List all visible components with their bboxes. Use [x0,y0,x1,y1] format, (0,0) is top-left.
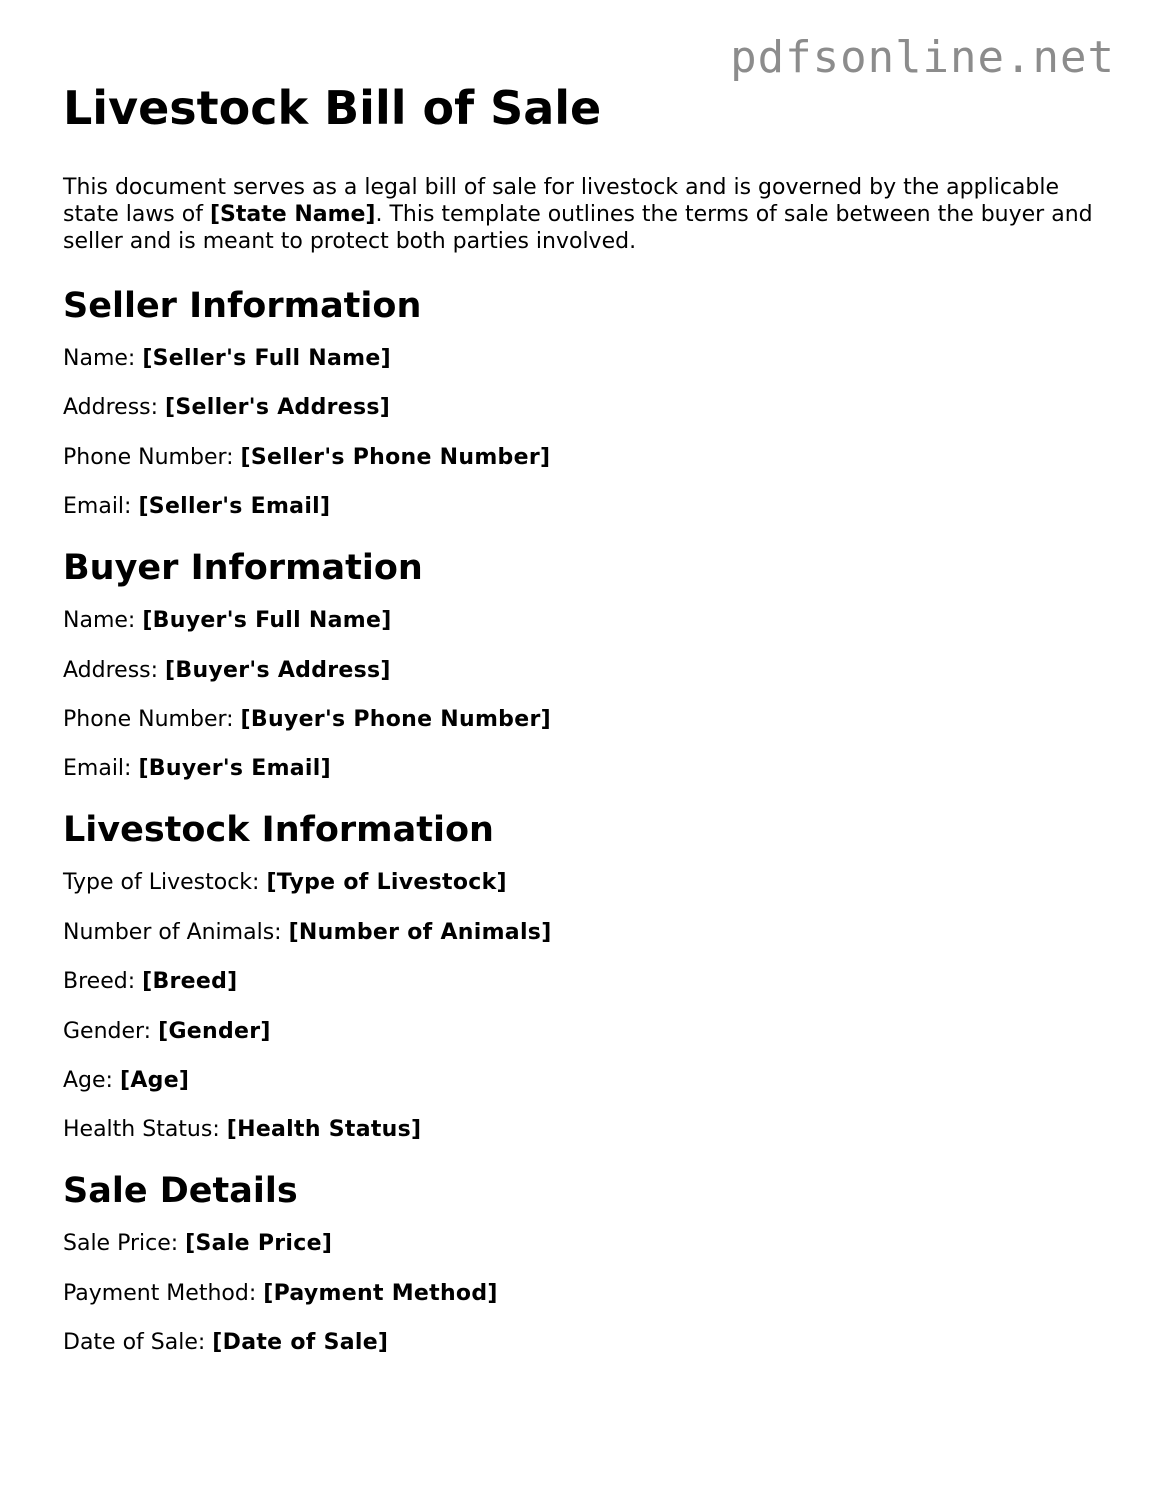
field-value: [Health Status] [226,1117,422,1143]
intro-text-part1: This document serves as a legal bill of sale for livestock and is governed by the applicable state laws of [63,175,1060,227]
field-label: Sale Price: [63,1231,186,1257]
seller-phone-field [63,444,1093,471]
field-label: Email: [63,756,139,782]
field-label: Name: [63,346,143,371]
state-name-placeholder: [State Name] [209,202,376,227]
field-value: [Breed] [142,969,238,995]
field-value: [Number of Animals] [288,919,552,945]
field-label: Email: [63,494,139,520]
sale-section [63,1171,1093,1356]
field-value: [Payment Method] [263,1280,498,1306]
document-body [63,80,1093,1356]
field-value: [Buyer's Email] [138,756,331,782]
buyer-name-field [63,607,1093,634]
livestock-fields [63,869,1093,1143]
buyer-fields [63,607,1093,782]
livestock-section [63,810,1093,1143]
field-value: [Seller's Address] [165,395,391,421]
seller-heading: Seller Information [63,286,422,326]
field-value: [Buyer's Full Name] [142,608,392,634]
field-value: [Sale Price] [185,1231,333,1257]
sale-price-field [63,1230,1093,1257]
field-label: Age: [63,1067,120,1093]
field-label: Address: [63,657,166,683]
field-value: [Seller's Email] [138,494,331,520]
field-value: [Date of Sale] [212,1330,389,1356]
seller-name-field [63,345,1093,372]
seller-address-field [63,394,1093,421]
field-label: Gender: [63,1018,159,1044]
field-label: Number of Animals: [63,919,289,945]
seller-fields [63,345,1093,520]
field-label: Address: [63,395,166,421]
buyer-section [63,548,1093,782]
livestock-type-field [63,869,1093,896]
seller-email-field [63,493,1093,520]
livestock-heading: Livestock Information [63,810,494,851]
buyer-heading: Buyer Information [63,548,423,589]
field-label: Phone Number: [63,444,241,470]
sale-fields [63,1230,1093,1356]
sale-heading: Sale Details [63,1171,298,1212]
field-label: Type of Livestock: [63,870,267,896]
field-value: [Age] [119,1067,190,1093]
livestock-count-field [63,919,1093,946]
sale-date-field [63,1329,1093,1356]
page-title: Livestock Bill of Sale [63,81,602,135]
field-value: [Gender] [158,1018,271,1044]
field-label: Date of Sale: [63,1330,213,1356]
buyer-phone-field [63,706,1093,733]
livestock-health-field [63,1116,1093,1143]
field-value: [Buyer's Phone Number] [240,706,551,732]
field-label: Breed: [63,969,143,995]
field-value: [Seller's Phone Number] [240,444,551,470]
field-value: [Buyer's Address] [165,657,391,683]
field-label: Payment Method: [63,1280,264,1306]
buyer-email-field [63,755,1093,782]
livestock-age-field [63,1067,1093,1094]
field-value: [Seller's Full Name] [142,346,391,371]
watermark: pdfsonline.net [730,32,1115,83]
intro-text-part2: . This template outlines the terms of sale between the buyer and seller and is meant to protect both parties involved. [63,202,1093,254]
field-label: Health Status: [63,1117,227,1143]
field-label: Phone Number: [63,706,241,732]
buyer-address-field [63,657,1093,684]
intro-paragraph [63,174,1093,255]
livestock-breed-field [63,968,1093,995]
field-label: Name: [63,608,143,634]
livestock-gender-field [63,1018,1093,1045]
payment-method-field [63,1280,1093,1307]
seller-section [63,286,1093,520]
field-value: [Type of Livestock] [266,870,507,896]
